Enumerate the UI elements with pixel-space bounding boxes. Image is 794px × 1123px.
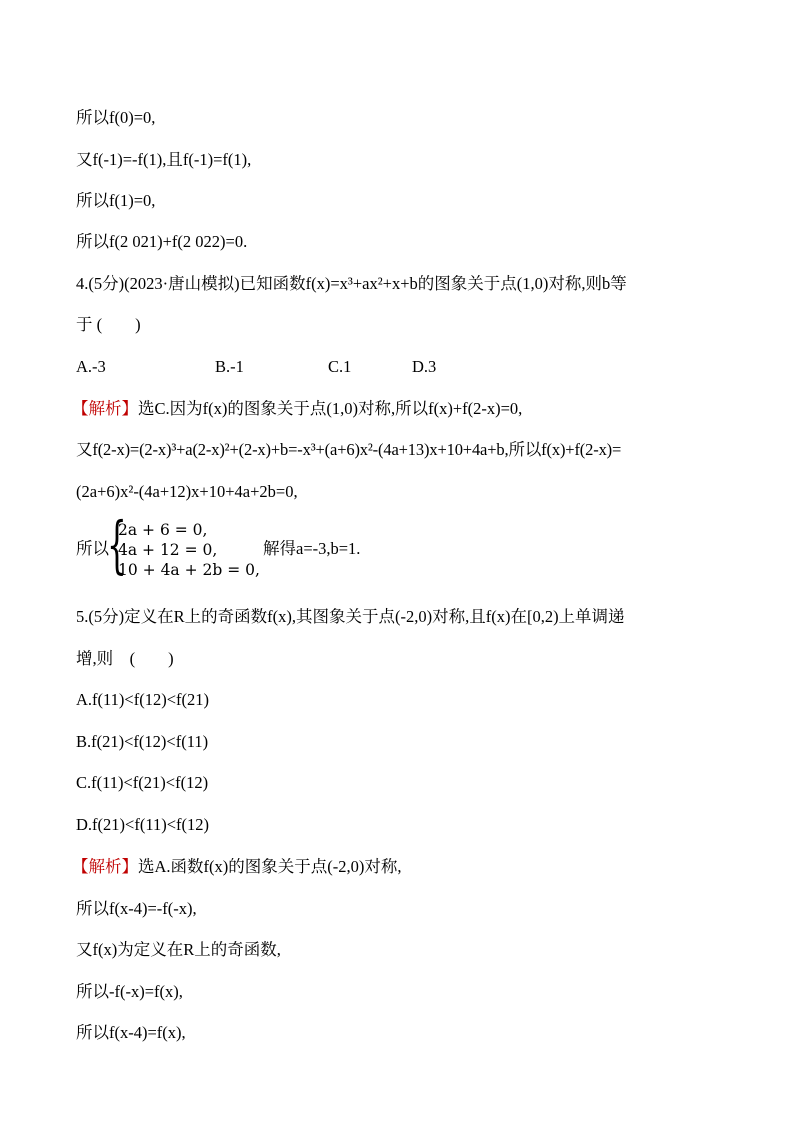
left-brace: { bbox=[107, 508, 127, 581]
text-line: 所以f(1)=0, bbox=[76, 191, 156, 210]
solution-5-line4: 所以-f(-x)=f(x), bbox=[76, 982, 183, 1001]
text-line: 所以f(0)=0, bbox=[76, 108, 156, 127]
solution-4-line1: 【解析】选C.因为f(x)的图象关于点(1,0)对称,所以f(x)+f(2-x)=0, bbox=[72, 399, 523, 418]
equation: 2a + 6 = 0, bbox=[118, 521, 208, 539]
equation: 4a + 12 = 0, bbox=[118, 541, 218, 559]
option-c: C.f(11)<f(21)<f(12) bbox=[76, 773, 209, 792]
solution-5-line1: 【解析】选A.函数f(x)的图象关于点(-2,0)对称, bbox=[72, 857, 402, 876]
option-a: A.-3 bbox=[76, 357, 106, 376]
solution-5-line3: 又f(x)为定义在R上的奇函数, bbox=[76, 940, 281, 959]
solution-5-line2: 所以f(x-4)=-f(-x), bbox=[76, 899, 197, 918]
option-c: C.1 bbox=[328, 357, 352, 376]
equations bbox=[118, 520, 260, 580]
solution-5-line5: 所以f(x-4)=f(x), bbox=[76, 1023, 186, 1042]
option-d: D.f(21)<f(11)<f(12) bbox=[76, 815, 209, 834]
solution-tag: 【解析】 bbox=[72, 399, 138, 418]
question-4-stem: 4.(5分)(2023·唐山模拟)已知函数f(x)=x³+ax²+x+b的图象关于点(1,0)对称,则b等 bbox=[76, 274, 627, 293]
text-line: 又f(-1)=-f(1),且f(-1)=f(1), bbox=[76, 150, 252, 169]
equation-system bbox=[76, 508, 476, 582]
equation: 10 + 4a + 2b = 0, bbox=[118, 561, 260, 579]
option-d: D.3 bbox=[412, 357, 437, 376]
question-5-stem-cont: 增,则 ( ) bbox=[76, 649, 174, 668]
option-a: A.f(11)<f(12)<f(21) bbox=[76, 690, 209, 709]
option-b: B.-1 bbox=[215, 357, 244, 376]
question-4-stem-cont: 于 ( ) bbox=[76, 315, 141, 334]
system-lead: 所以 bbox=[76, 539, 109, 558]
question-5-stem: 5.(5分)定义在R上的奇函数f(x),其图象关于点(-2,0)对称,且f(x)在[0,2)上单调递 bbox=[76, 607, 625, 626]
solution-4-line2: 又f(2-x)=(2-x)³+a(2-x)²+(2-x)+b=-x³+(a+6)x²-(4a+13)x+10+4a+b,所以f(x)+f(2-x)= bbox=[76, 440, 622, 459]
solution-tag: 【解析】 bbox=[72, 857, 138, 876]
solution-4-line3: (2a+6)x²-(4a+12)x+10+4a+2b=0, bbox=[76, 482, 298, 501]
option-b: B.f(21)<f(12)<f(11) bbox=[76, 732, 209, 751]
system-result: 解得a=-3,b=1. bbox=[263, 539, 361, 558]
text-line: 所以f(2 021)+f(2 022)=0. bbox=[76, 232, 248, 251]
